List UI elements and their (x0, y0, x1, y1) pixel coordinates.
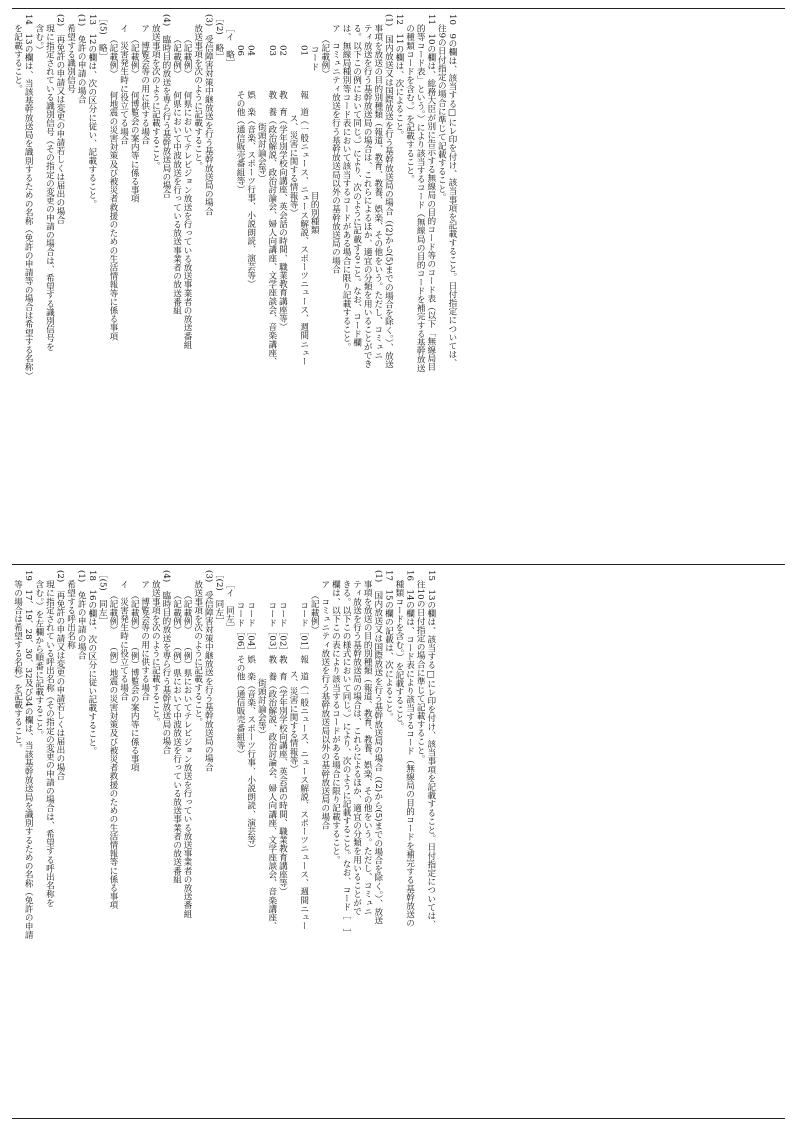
text-line: 往10の日付指定の場合に準じて記載すること。 (415, 580, 426, 764)
text-line: 12 11の欄は、次によること。 (393, 14, 404, 140)
text-line: 含む。） (33, 24, 44, 55)
text-line: ス、災害に関する情報等） (288, 44, 299, 217)
text-line: 欄は、以下この表により該当するコードがある場合に限り記載すること。 (330, 580, 341, 865)
text-line: 放送事項を次のように記載すること。 (192, 580, 203, 727)
text-line: の種類コードを含む。）を記載すること。 (404, 24, 415, 184)
text-line: 14 13の欄は、当該基幹放送局を識別するための名称（免許の申請等の場合は希望する名称） (23, 14, 34, 380)
text-line: 放送事項を次のように記載すること。 (150, 580, 161, 727)
text-line: 往9の日付指定の場合に準じて記載すること。 (436, 24, 447, 202)
text-line: る。以下この例において同じ。）により、次のように記載すること。なお、コード欄 (351, 24, 362, 347)
upper-panel-amended-text (12, 14, 785, 559)
text-line: コード［01］報 道（一般ニュース、ニュース解説、スポーツニュース、週間ニュー (298, 600, 309, 931)
middle-divider-rule (12, 564, 785, 565)
text-line: ア コミュニティ放送を行う基幹放送局以外の基幹放送局の場合 (330, 24, 341, 274)
text-line: 等の場合は希望する名称）を記載すること。 (12, 580, 23, 753)
text-line: 19 17、19、28、30、32及び34の欄は、当該基幹放送局を識別するための名称（免許の申請 (23, 570, 34, 939)
text-line: 放送事項を次のように記載すること。 (192, 24, 203, 171)
text-line: ア 博覧会等の用に供する場合 (139, 580, 150, 701)
text-line: コード［04］娯 楽（音楽、スポーツ行事、小説朗読、演芸等） (245, 600, 256, 853)
text-line: 13 12の欄は、次の区分に従い、記載すること。 (86, 14, 97, 208)
text-line: は、無線局種別等コード表において該当するコードがある場合に限り記載すること。 (341, 24, 351, 352)
text-line: 含む。）を左欄から順番に記載すること。 (33, 580, 44, 740)
text-line: 15 13の欄は、該当する□にレ印を付け、該当事項を記載すること。日付指定については、 (425, 570, 436, 929)
text-line: 01 報 道（一般ニュース、ニュース解説、スポーツニュース、週間ニュー (298, 44, 309, 366)
text-line: （記載例） (309, 590, 320, 634)
text-line: きる。以下この様式において同じ。）により、次のように記載すること。なお、コード［ ］ (341, 580, 351, 938)
text-line: イ 災害発生時に役立てる場合 (118, 580, 129, 701)
bottom-border-rule (12, 1118, 785, 1119)
text-line: （記載例） 何博覧会の案内等に係る事項 (129, 34, 140, 203)
text-line: (1) 国内放送又は国際放送を行う基幹放送局の場合（(2)から(5)までの場合を除く。）、放送 (383, 14, 394, 369)
text-line: （記載例） （例）博覧会の案内等に係る事項 (129, 590, 140, 772)
text-line: 街頭討論会等） (256, 44, 267, 183)
text-line: (2) 再免許の申請又は変更の申請若しくは届出の場合 (54, 570, 65, 780)
text-line: ［イ 略］ (224, 24, 235, 68)
text-line: (3) 受信障害対策中継放送を行う基幹放送局の場合 (203, 14, 214, 216)
text-line: 事項を放送の目的別種類（報道、教育、教養、娯楽、その他をいう。ただし、コミュニ (372, 24, 383, 360)
text-line: （記載例） 何県においてテレビジョン放送を行っている放送事業者の放送番組 (182, 34, 193, 349)
lower-panel-current-text (12, 570, 785, 1115)
text-line: 放送事項を次のように記載すること。 (150, 24, 161, 171)
text-line: （記載例） （例）県において中波放送を行っている放送事業者の放送番組 (171, 590, 182, 884)
text-line: コード［02］教 育（学年別学校向講座、英会話の時間、職業教育講座等） (277, 600, 288, 896)
text-line: (2) 再免許の申請又は変更の申請若しくは届出の場合 (54, 14, 65, 224)
text-line: ［(2) 同左］ (213, 570, 224, 626)
text-line: コード 目的別種類 (309, 44, 320, 235)
text-line: (1) 免許の申請の場合 (76, 14, 87, 104)
text-line: 06 その他（通信販売番組等） (235, 44, 246, 194)
text-line: (4) 臨時目的放送を専ら行う基幹放送局の場合 (160, 14, 171, 199)
text-line: 事項を放送の目的別種類（報道、教育、教養、娯楽、その他をいう。ただし、コミュニ (362, 580, 373, 916)
text-line: 16 14の欄は、コード表により該当するコード（無線局の目的コードを補完する基幹放送の (404, 570, 415, 928)
text-line: ティ放送を行う基幹放送局の場合は、これらによるほか、適宜の分類を用いることができ (362, 24, 373, 369)
text-line: 街頭討論会等） (256, 600, 267, 739)
text-line: 希望する呼出名称 (65, 580, 76, 650)
text-line: 現に指定されている呼出名称（その指定の変更の申請の場合は、希望する呼出名称を (44, 580, 55, 908)
text-line: ア 博覧会等の用に供する場合 (139, 24, 150, 145)
text-line: を記載すること。 (12, 24, 23, 94)
text-line: 17 15の欄の記載は、次によること。 (383, 570, 394, 721)
text-line: (1) 免許の申請の場合 (76, 570, 87, 660)
text-line: ス、災害に関する情報等） (288, 600, 299, 773)
text-line: イ 災害発生時に役立てる場合 (118, 24, 129, 145)
text-line: ティ放送を行う基幹放送局の場合は、これらによるほか、適宜の分類を用いることがで (351, 580, 362, 916)
text-line: （記載例） 何地震の災害対策及び被災者救援のための生活情報等に係る事項 (107, 34, 118, 340)
text-line: (3) 受信障害対策中継放送を行う基幹放送局の場合 (203, 570, 214, 772)
text-line: 種類コードを含む。）を記載すること。 (393, 580, 404, 731)
text-line: ア コミュニティ放送を行う基幹放送局以外の基幹放送局の場合 (319, 580, 330, 830)
text-line: ［(5) 同左］ (97, 570, 108, 626)
text-line: ［(5) 略］ (97, 14, 108, 61)
text-line: 03 教 養（政治解説、政治討論会、婦人向講座、文学座談会、音楽講座、 (266, 44, 277, 366)
text-line: コード［03］教 養（政治解説、政治討論会、婦人向講座、文学座談会、音楽講座、 (266, 600, 277, 931)
text-line: 02 教 育（学年別学校向講座、英会話の時間、職業教育講座等） (277, 44, 288, 332)
upper-vertical-text-block (12, 14, 457, 559)
top-border-rule (12, 8, 785, 9)
text-line: ［イ 同左］ (224, 580, 235, 632)
text-line: 希望する識別信号 (65, 24, 76, 94)
text-line: （記載例） (319, 34, 330, 78)
text-line: 11 10の欄は、総務大臣が別に告示する無線局の目的コード等のコード表（以下「無線局目 (425, 14, 436, 372)
text-line: 18 16の欄は、次の区分に従い記載すること。 (86, 570, 97, 756)
text-line: ［(2) 略］ (213, 14, 224, 61)
text-line: 04 娯 楽（音楽、スポーツ行事、小説朗読、演芸等） (245, 44, 256, 289)
text-line: 10 9の欄は、該当する□にレ印を付け、該当事項を記載すること。日付指定については、 (446, 14, 457, 368)
text-line: (1) 国内放送又は国際放送を行う基幹放送局の場合（(2)から(5)までの場合を除く。）、放送 (372, 570, 383, 925)
text-line: （記載例） 何県において中波放送を行っている放送事業者の放送番組 (171, 34, 182, 315)
text-line: （記載例） （例）県においてテレビジョン放送を行っている放送事業者の放送番組 (182, 590, 193, 918)
text-line: コード［06］その他（通信販売番組等） (235, 600, 246, 759)
text-line: （記載例） （例）地震の災害対策及び被災者救援のための生活情報等に係る事項 (107, 590, 118, 909)
text-line: 現に指定されている識別信号（その指定の変更の申請の場合は、希望する識別信号を (44, 24, 55, 352)
text-line: 的等コード表」という。）により該当するコード（無線局の目的コードを補完する基幹放送 (415, 24, 426, 373)
lower-vertical-text-block (12, 570, 436, 1115)
text-line: (4) 臨時目的放送を専ら行う基幹放送局の場合 (160, 570, 171, 755)
